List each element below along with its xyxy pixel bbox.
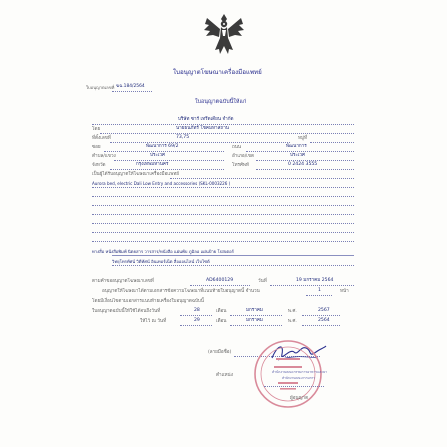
permit-number-label: ใบอนุญาตเลขที่ bbox=[86, 85, 115, 90]
expiry-year: 2567 bbox=[318, 308, 330, 313]
condition-text-1: อนุญาตให้โฆษณาได้ตามเอกสารข้อความโฆษณาที่แนบท้ายใบอนุญาตนี้ จำนวน bbox=[102, 289, 260, 294]
request-date: 19 มกราคม 2564 bbox=[296, 278, 334, 283]
request-number: AD6400129 bbox=[206, 278, 234, 283]
issued-month-label: เดือน bbox=[216, 319, 227, 324]
amphoe-value: ประเวศ bbox=[290, 153, 305, 158]
province-value: กรุงเทพมหานคร bbox=[136, 162, 169, 167]
stamp-name: สำนักงานคณะกรรมการอาหารและยา bbox=[272, 370, 328, 374]
issued-day: 29 bbox=[194, 318, 200, 323]
condition-unit: หน้า bbox=[340, 289, 349, 294]
media-line-2: วิทยุโทรทัศน์ วิดีทัศน์ อินเทอร์เน็ต สื่อออนไลน์ เว็บไซต์ bbox=[112, 259, 210, 264]
expiry-day: 28 bbox=[194, 308, 200, 313]
address-value: 73,75 bbox=[176, 135, 190, 140]
tambon-value: ประเวศ bbox=[150, 153, 165, 158]
section-title: ใบอนุญาตฉบับนี้ให้แก่ bbox=[195, 99, 247, 105]
by-label: โดย bbox=[92, 127, 101, 132]
soi-value: พัฒนาการ 69/2 bbox=[146, 144, 179, 149]
permit-number: ฆฉ.184/2564 bbox=[116, 84, 145, 89]
moo-label: หมู่ที่ bbox=[298, 136, 308, 141]
condition-text-2: โดยมีเงื่อนไขตามเอกสารแนบท้ายเครื่องใบอนุญาตฉบับนี้ bbox=[92, 299, 204, 304]
device-name: Aurora bed, electric Dali Low Entry and accessories (SKL-0003226 ) bbox=[92, 181, 231, 186]
address-label: ที่ตั้งเลขที่ bbox=[92, 136, 111, 141]
issued-year-label: พ.ศ. bbox=[288, 319, 297, 324]
stamp-name-line-2: สำนักงานคณะกรรมการ bbox=[282, 376, 316, 380]
request-label: ตามคำขออนุญาตโฆษณาเลขที่ bbox=[92, 279, 154, 284]
phone-label: โทรศัพท์ bbox=[232, 163, 249, 168]
tambon-label: ตำบล/แขวง bbox=[92, 154, 116, 159]
device-intro: เป็นผู้ได้รับอนุญาตให้โฆษณาเครื่องมือแพทย์ bbox=[92, 172, 179, 177]
document-title: ใบอนุญาตโฆษณาเครื่องมือแพทย์ bbox=[173, 69, 262, 76]
road-label: ถนน bbox=[232, 145, 242, 150]
position-label: ตำแหน่ง bbox=[216, 373, 233, 378]
issued-year: 2564 bbox=[318, 318, 330, 323]
request-date-label: วันที่ bbox=[258, 279, 267, 284]
company-name: บริษัท ซาร์ เทรีดเดียน จำกัด bbox=[178, 117, 234, 122]
province-label: จังหวัด bbox=[92, 163, 106, 168]
garuda-emblem-icon bbox=[201, 10, 247, 58]
expiry-month: มกราคม bbox=[246, 308, 263, 313]
amphoe-label: อำเภอ/เขต bbox=[232, 154, 254, 159]
road-value: พัฒนาการ bbox=[286, 144, 307, 149]
issued-month: มกราคม bbox=[246, 318, 263, 323]
phone-value: 0 2424 3555 bbox=[288, 162, 318, 167]
expiry-label: ใบอนุญาตฉบับนี้ให้ใช้ได้จนถึงวันที่ bbox=[92, 309, 161, 314]
soi-label: ซอย bbox=[92, 145, 101, 150]
condition-count: 1 bbox=[318, 288, 321, 293]
by-value: นายธนภัทร์ โชคมหาสถาน bbox=[176, 126, 229, 131]
signature-label: (ลายมือชื่อ) bbox=[208, 350, 232, 355]
stamp-role: ผู้อนุญาต bbox=[290, 396, 309, 401]
expiry-year-label: พ.ศ. bbox=[288, 309, 297, 314]
issued-label: ให้ไว้ ณ วันที่ bbox=[140, 319, 167, 324]
expiry-month-label: เดือน bbox=[216, 309, 227, 314]
media-line-1: ทางสื่อ หนังสือพิมพ์ นิตยสาร วารสาร/หนังสือ แผ่นพับ ภูมิลอ แผ่นป้าย โปสเตอร์ bbox=[92, 249, 234, 254]
